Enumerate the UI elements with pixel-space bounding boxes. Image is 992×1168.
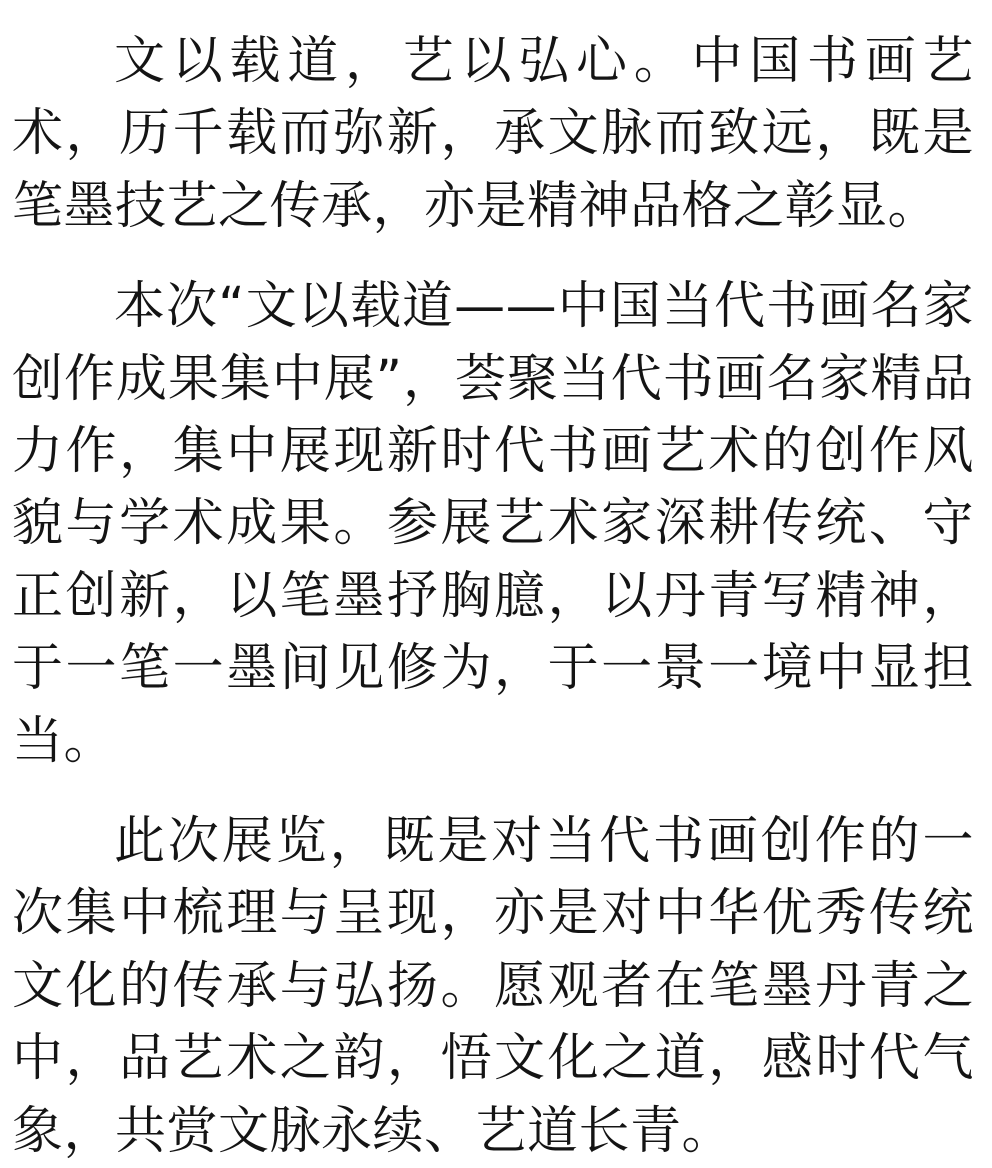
paragraph-3: 此次展览，既是对当代书画创作的一次集中梳理与呈现，亦是对中华优秀传统文化的传承与弘扬。愿观者在笔墨丹青之中，品艺术之韵，悟文化之道，感时代气象，共赏文脉永续、艺道长青。	[12, 812, 974, 1161]
paragraph-1: 文以载道，艺以弘心。中国书画艺术，历千载而弥新，承文脉而致远，既是笔墨技艺之传承，亦是精神品格之彰显。	[12, 32, 974, 236]
paragraph-2: 本次“文以载道——中国当代书画名家创作成果集中展”，荟聚当代书画名家精品力作，集中展现新时代书画艺术的创作风貌与学术成果。参展艺术家深耕传统、守正创新，以笔墨抒胸臆，以丹青写精神，于一笔一墨间见修为，于一景一境中显担当。	[12, 277, 974, 771]
article-body	[12, 26, 974, 1168]
